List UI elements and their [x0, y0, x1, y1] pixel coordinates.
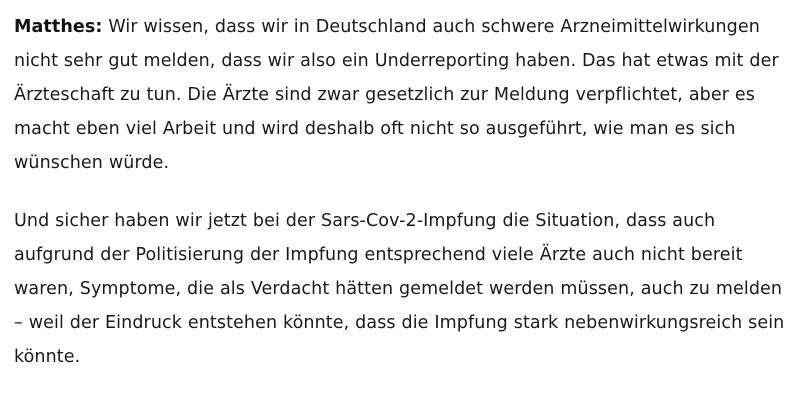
paragraph-1: [14, 10, 786, 180]
paragraph-2: [14, 204, 786, 374]
speaker-label: Matthes:: [14, 17, 103, 37]
paragraph-text: Und sicher haben wir jetzt bei der Sars-Cov-2-Impfung die Situation, dass auch aufgrund der Politisierung der Impfung entsprechend viele Ärzte auch nicht bereit waren, Symptome, die als Verdacht hätten gemeldet werden müssen, auch zu melden – weil der Eindruck entstehen könnte, dass die Impfung stark nebenwirkungsreich sein könnte.: [14, 211, 785, 367]
paragraph-text: Wir wissen, dass wir in Deutschland auch schwere Arzneimittelwirkungen nicht sehr gut melden, dass wir also ein Underreporting haben. Das hat etwas mit der Ärzteschaft zu tun. Die Ärzte sind zwar gesetzlich zur Meldung verpflichtet, aber es macht eben viel Arbeit und wird deshalb oft nicht so ausgeführt, wie man es sich wünschen würde.: [14, 17, 779, 173]
